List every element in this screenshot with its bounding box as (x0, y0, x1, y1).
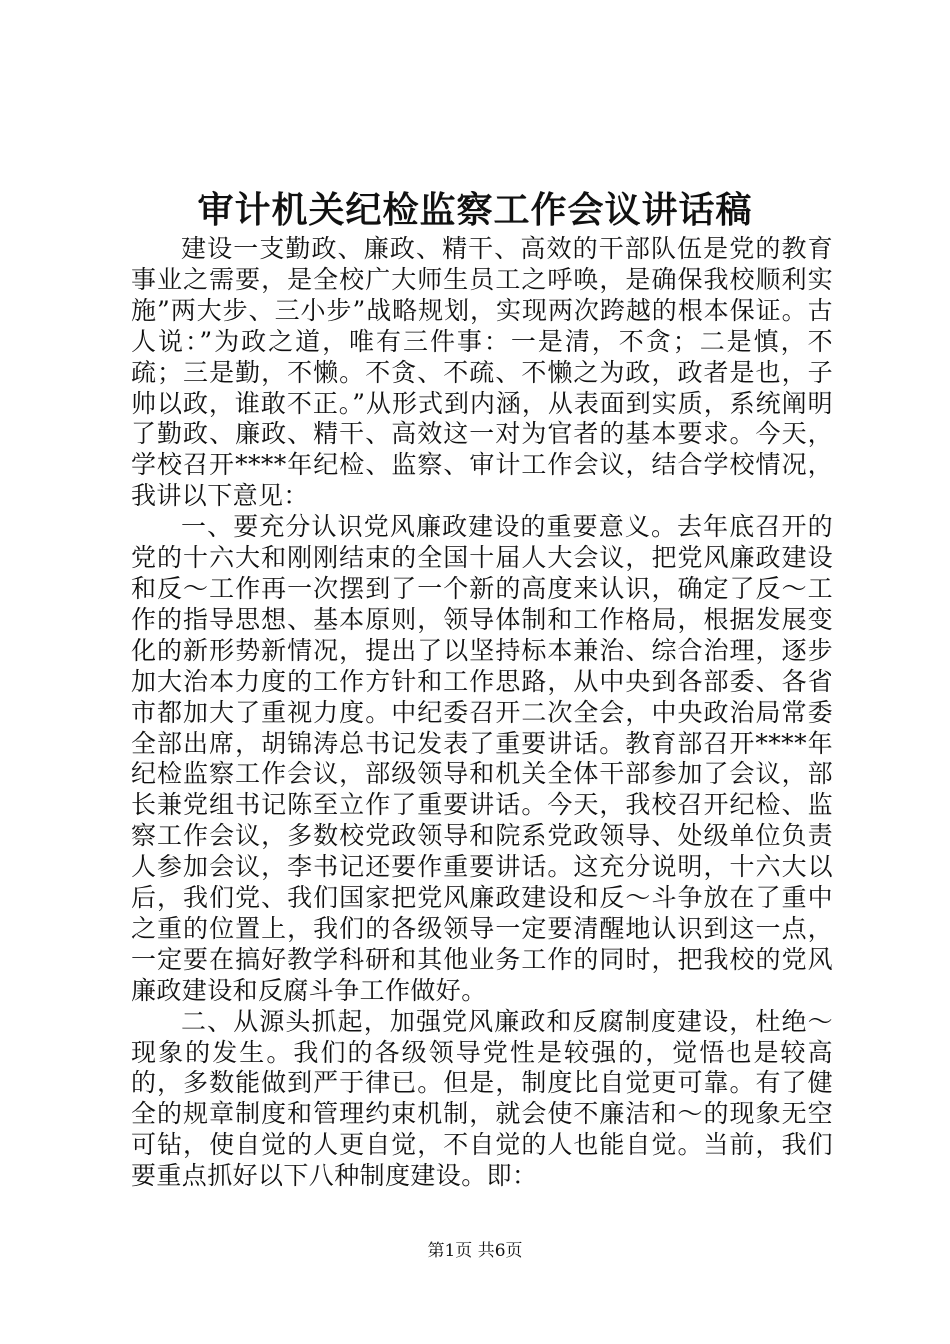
page-number-footer: 第1页 共6页 (427, 1241, 523, 1261)
paragraph-section-two: 二、从源头抓起，加强党风廉政和反腐制度建设，杜绝～现象的发生。我们的各级领导党性是较强的，觉悟也是较高的，多数能做到严于律已。但是，制度比自觉更可靠。有了健全的规章制度和管理约束机制，就会使不廉洁和～的现象无空可钻，使自觉的人更自觉，不自觉的人也能自觉。当前，我们要重点抓好以下八种制度建设。即： (131, 1006, 833, 1191)
document-title: 审计机关纪检监察工作会议讲话稿 (197, 189, 753, 231)
document-body (131, 234, 833, 1192)
paragraph-intro: 建设一支勤政、廉政、精干、高效的干部队伍是党的教育事业之需要，是全校广大师生员工之呼唤，是确保我校顺利实施”两大步、三小步”战略规划，实现两次跨越的根本保证。古人说：”为政之道，唯有三件事：一是清，不贪；二是慎，不疏；三是勤，不懒。不贪、不疏、不懒之为政，政者是也，子帅以政，谁敢不正。”从形式到内涵，从表面到实质，系统阐明了勤政、廉政、精干、高效这一对为官者的基本要求。今天，学校召开****年纪检、监察、审计工作会议，结合学校情况，我讲以下意见： (131, 234, 833, 511)
paragraph-section-one: 一、要充分认识党风廉政建设的重要意义。去年底召开的党的十六大和刚刚结束的全国十届人大会议，把党风廉政建设和反～工作再一次摆到了一个新的高度来认识，确定了反～工作的指导思想、基本原则，领导体制和工作格局，根据发展变化的新形势新情况，提出了以坚持标本兼治、综合治理，逐步加大治本力度的工作方针和工作思路，从中央到各部委、各省市都加大了重视力度。中纪委召开二次全会，中央政治局常委全部出席，胡锦涛总书记发表了重要讲话。教育部召开****年纪检监察工作会议，部级领导和机关全体干部参加了会议，部长兼党组书记陈至立作了重要讲话。今天，我校召开纪检、监察工作会议，多数校党政领导和院系党政领导、处级单位负责人参加会议，李书记还要作重要讲话。这充分说明，十六大以后，我们党、我们国家把党风廉政建设和反～斗争放在了重中之重的位置上，我们的各级领导一定要清醒地认识到这一点，一定要在搞好教学科研和其他业务工作的同时，把我校的党风廉政建设和反腐斗争工作做好。 (131, 512, 833, 1005)
